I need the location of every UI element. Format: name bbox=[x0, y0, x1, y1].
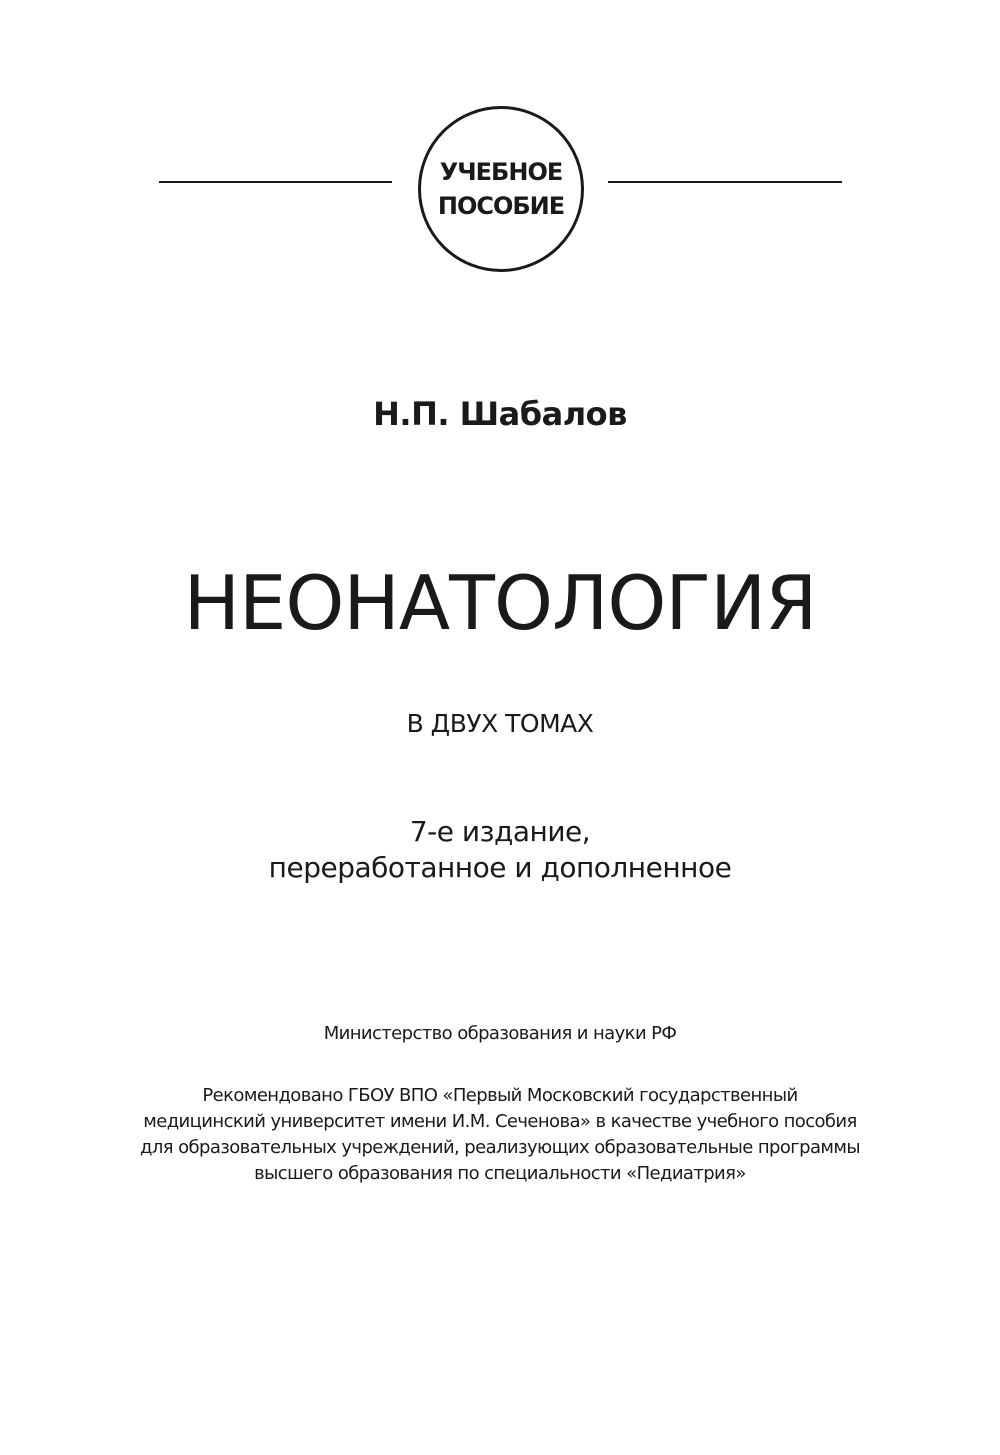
recommendation-line: медицинский университет имени И.М. Сеченова» в качестве учебного пособия bbox=[143, 1111, 857, 1132]
badge-line-2: ПОСОБИЕ bbox=[437, 192, 565, 220]
recommendation-line: высшего образования по специальности «Педиатрия» bbox=[254, 1163, 746, 1184]
right-decorative-rule bbox=[608, 181, 842, 183]
textbook-badge bbox=[418, 106, 584, 272]
edition-line-1: 7-е издание, bbox=[409, 815, 591, 848]
volumes-note: В ДВУХ ТОМАХ bbox=[406, 709, 594, 738]
book-title: НЕОНАТОЛОГИЯ bbox=[183, 559, 817, 647]
author-name: Н.П. Шабалов bbox=[373, 395, 627, 433]
ministry-note: Министерство образования и науки РФ bbox=[323, 1023, 677, 1044]
recommendation-block bbox=[0, 1083, 1000, 1187]
badge-line-1: УЧЕБНОЕ bbox=[439, 158, 563, 186]
left-decorative-rule bbox=[159, 181, 392, 183]
edition-info bbox=[0, 814, 1000, 886]
recommendation-line: Рекомендовано ГБОУ ВПО «Первый Московский государственный bbox=[202, 1085, 798, 1106]
edition-line-2: переработанное и дополненное bbox=[268, 851, 732, 884]
recommendation-line: для образовательных учреждений, реализующих образовательные программы bbox=[140, 1137, 860, 1158]
